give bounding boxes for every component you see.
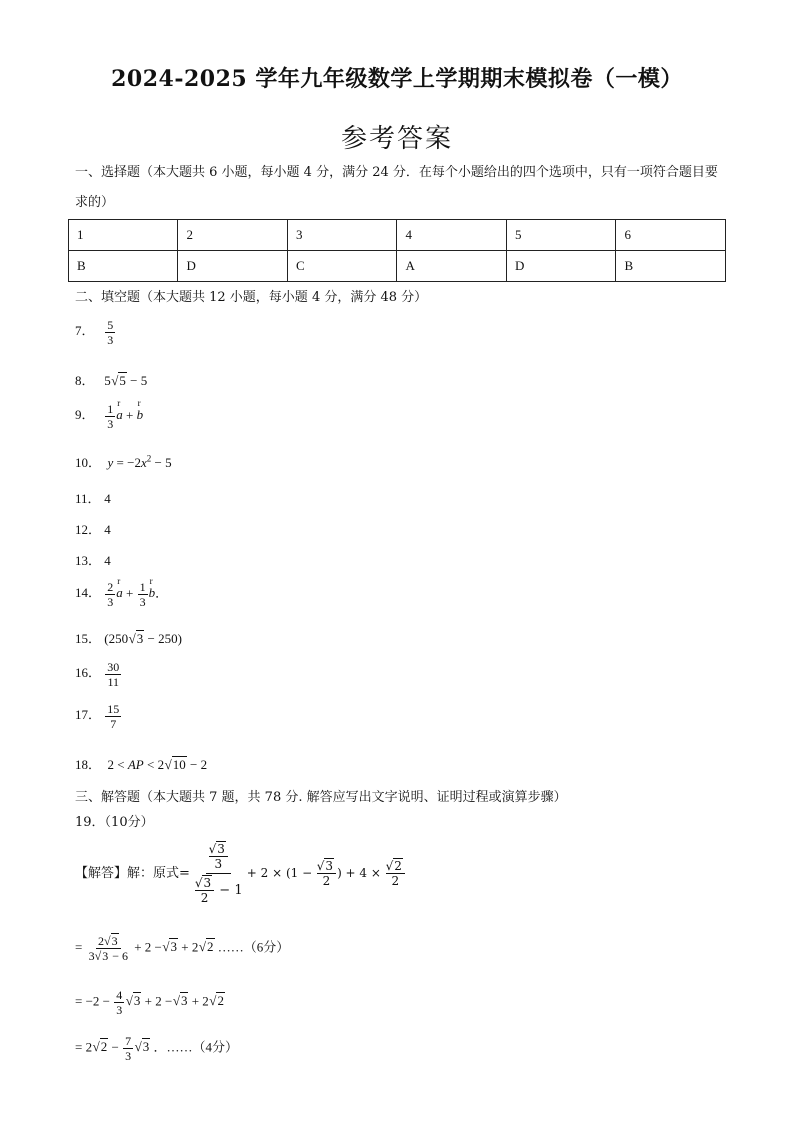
solution-line-4: = 2 √ 2 − $\frac{7}{3}$ √ 3 ．……（4分） — [75, 1034, 238, 1063]
fill-answer-14: 14． $\frac{2}{3}$ r a + $\frac{1}{3}$ r b． — [75, 576, 169, 609]
answer-value: 4 — [104, 522, 111, 537]
table-cell: 5 — [506, 220, 616, 251]
table-cell: B — [616, 251, 726, 282]
solution-line-3: = −2 − $\frac{4}{3}$ √ 3 + 2 − √ 3 + 2 √ 2 — [75, 988, 225, 1017]
fill-answer-15 — [75, 628, 182, 647]
table-cell: A — [397, 251, 507, 282]
table-row-answers — [69, 251, 726, 282]
fill-answer-18 — [75, 754, 207, 773]
vector-a: r a — [116, 398, 123, 423]
item-number: 13． — [75, 553, 102, 568]
fill-answer-7 — [75, 318, 116, 347]
math-expression: (250 √ 3 − 250) — [104, 631, 182, 646]
fill-answer-17 — [75, 702, 122, 731]
item-number: 14． — [75, 585, 102, 601]
fraction: $\frac{7}{3}$ — [125, 1034, 132, 1063]
fill-answer-8 — [75, 370, 147, 389]
fraction: $\frac{15}{7}$ — [107, 702, 120, 731]
fraction: $\frac{1}{3}$ — [139, 580, 146, 609]
table-row-numbers — [69, 220, 726, 251]
table-cell: 2 — [178, 220, 288, 251]
item-number: 7． — [75, 323, 95, 339]
vector-b: r b — [148, 576, 156, 601]
item-number: 12． — [75, 522, 102, 537]
vector-b: r b — [136, 398, 144, 423]
compound-fraction: √ $\frac{3}{3}$ √ $\frac{3}{2}$ − 1 — [194, 842, 243, 905]
score-note: ．……（4分） — [153, 1039, 238, 1055]
fill-answer-12 — [75, 519, 111, 538]
table-cell: B — [69, 251, 178, 282]
fill-answer-11 — [75, 488, 111, 507]
answer-value: 4 — [104, 553, 111, 568]
solution-line-1: 【解答】解：原式= √ $\frac{3}{3}$ √ $\frac{3}{2}$ − 1 + 2 × (1 − √ $\frac{3}{2}$ ) + 4 × √ $\frac{2}{2}$ — [75, 842, 406, 905]
fill-answer-16 — [75, 660, 122, 689]
item-number: 10． — [75, 455, 102, 470]
answer-value: 4 — [104, 491, 111, 506]
math-expression: 2 < AP < 2 √ 10 − 2 — [104, 757, 207, 772]
table-cell: 1 — [69, 220, 178, 251]
fill-answer-10 — [75, 452, 172, 471]
table-cell: 6 — [616, 220, 726, 251]
solution-line-2: = $\frac{2 √ 3}{3 √ 3 - 6}$ + 2 − √ 3 + 2 √ 2 ……（6分） — [75, 934, 289, 963]
solution-prefix: 【解答】解：原式= — [75, 866, 190, 881]
table-cell: D — [178, 251, 288, 282]
question-19-label: 19．（10分） — [75, 815, 154, 830]
item-number: 9． — [75, 407, 95, 423]
table-cell: C — [287, 251, 396, 282]
item-number: 8． — [75, 373, 95, 388]
section-1-heading: 一、选择题（本大题共 6 小题，每小题 4 分，满分 24 分．在每个小题给出的四个选项中，只有一项符合题目要求的） — [75, 165, 718, 210]
fraction: $\frac{5}{3}$ — [107, 318, 114, 347]
fill-answer-9: 9． $\frac{1}{3}$ r a + r b — [75, 398, 144, 431]
score-note: ……（6分） — [217, 939, 290, 955]
table-cell: 3 — [287, 220, 396, 251]
fraction: $\frac{2}{3}$ — [107, 580, 114, 609]
item-number: 16． — [75, 665, 102, 681]
math-expression: 5 √ 5 − 5 — [104, 373, 147, 388]
vector-a: r a — [116, 576, 123, 601]
item-number: 15． — [75, 631, 102, 646]
fraction: $\frac{30}{11}$ — [107, 660, 120, 689]
fraction: $\frac{2 √ 3}{3 √ 3 - 6}$ — [87, 934, 130, 963]
table-cell: 4 — [397, 220, 507, 251]
page-subtitle: 参考答案 — [340, 124, 453, 154]
fraction: $\frac{1}{3}$ — [107, 402, 114, 431]
math-expression: $y = -2x^2 - 5$ — [107, 453, 172, 470]
page-title: 2024-2025 学年九年级数学上学期期末模拟卷（一模） — [111, 66, 683, 92]
section-2-heading: 二、填空题（本大题共 12 小题，每小题 4 分，满分 48 分） — [75, 290, 428, 305]
item-number: 17． — [75, 707, 102, 723]
choice-answer-table — [68, 219, 726, 282]
fraction: $\frac{4}{3}$ — [116, 988, 123, 1017]
item-number: 18． — [75, 757, 102, 772]
section-3-heading: 三、解答题（本大题共 7 题，共 78 分. 解答应写出文字说明、证明过程或演算步骤） — [75, 790, 567, 805]
item-number: 11． — [75, 491, 101, 506]
fill-answer-13 — [75, 550, 111, 569]
table-cell: D — [506, 251, 616, 282]
